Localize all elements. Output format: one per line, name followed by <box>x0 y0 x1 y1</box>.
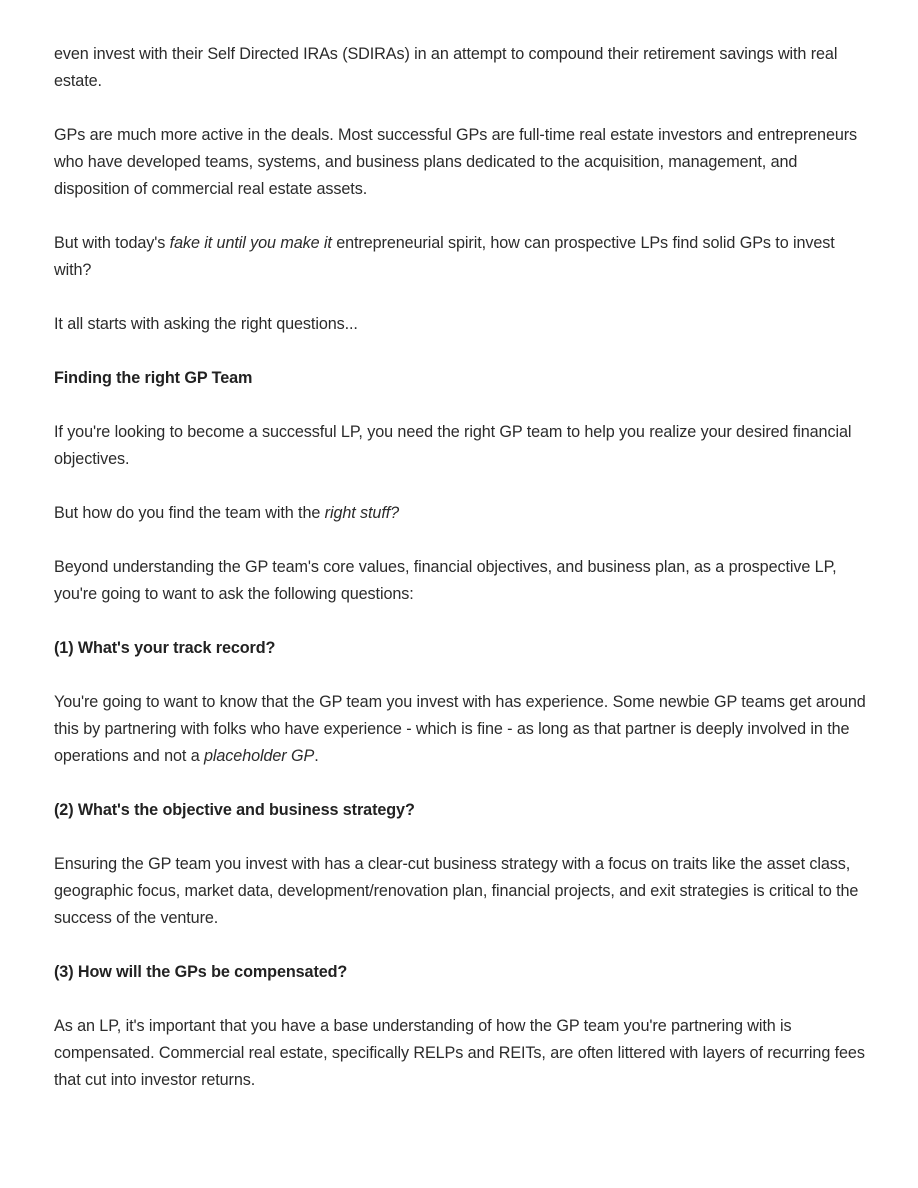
article-body <box>54 41 874 1121</box>
paragraph-fake-it-emphasis: fake it until you make it <box>169 234 332 252</box>
track-record-emphasis: placeholder GP <box>204 747 315 765</box>
paragraph-gp-role: GPs are much more active in the deals. Most successful GPs are full-time real estate investors and entrepreneurs who have developed teams, systems, and business plans dedicated to the acquisition, management, and disposition of commercial real estate assets. <box>54 126 858 198</box>
paragraph-right-stuff-before: But how do you find the team with the <box>54 504 325 522</box>
paragraph-right-stuff <box>54 500 874 527</box>
paragraph-sdira: even invest with their Self Directed IRAs (SDIRAs) in an attempt to compound their retirement savings with real estate. <box>54 45 838 90</box>
paragraph-beyond: Beyond understanding the GP team's core values, financial objectives, and business plan, as a prospective LP, you're going to want to ask the following questions: <box>54 558 837 603</box>
paragraph-fake-it-before: But with today's <box>54 234 170 252</box>
question-heading-track-record: (1) What's your track record? <box>54 639 276 657</box>
track-record-after: . <box>314 747 319 765</box>
paragraph-fake-it-after: entrepreneurial spirit, how can prospective LPs find solid GPs to invest with? <box>54 234 835 279</box>
paragraph-right-stuff-emphasis: right stuff? <box>324 504 400 522</box>
question-heading-business-strategy: (2) What's the objective and business strategy? <box>54 801 415 819</box>
question-body-compensation: As an LP, it's important that you have a base understanding of how the GP team you're partnering with is compensated. Commercial real estate, specifically RELPs and REITs, are often littered with layers of recurring fees that cut into investor returns. <box>54 1017 865 1089</box>
section-heading-finding-gp-team: Finding the right GP Team <box>54 369 253 387</box>
track-record-before: You're going to want to know that the GP team you invest with has experience. Some newbie GP teams get around this by partnering with folks who have experience - which is fine - as long as that partner is deeply involved in the operations and not a <box>54 693 866 765</box>
paragraph-fake-it <box>54 230 874 284</box>
question-heading-compensation: (3) How will the GPs be compensated? <box>54 963 348 981</box>
paragraph-right-questions: It all starts with asking the right questions... <box>54 315 358 333</box>
question-body-track-record <box>54 689 874 770</box>
question-body-business-strategy: Ensuring the GP team you invest with has a clear-cut business strategy with a focus on traits like the asset class, geographic focus, market data, development/renovation plan, financial projects, and exit strategies is critical to the success of the venture. <box>54 855 859 927</box>
paragraph-successful-lp: If you're looking to become a successful LP, you need the right GP team to help you realize your desired financial objectives. <box>54 423 852 468</box>
